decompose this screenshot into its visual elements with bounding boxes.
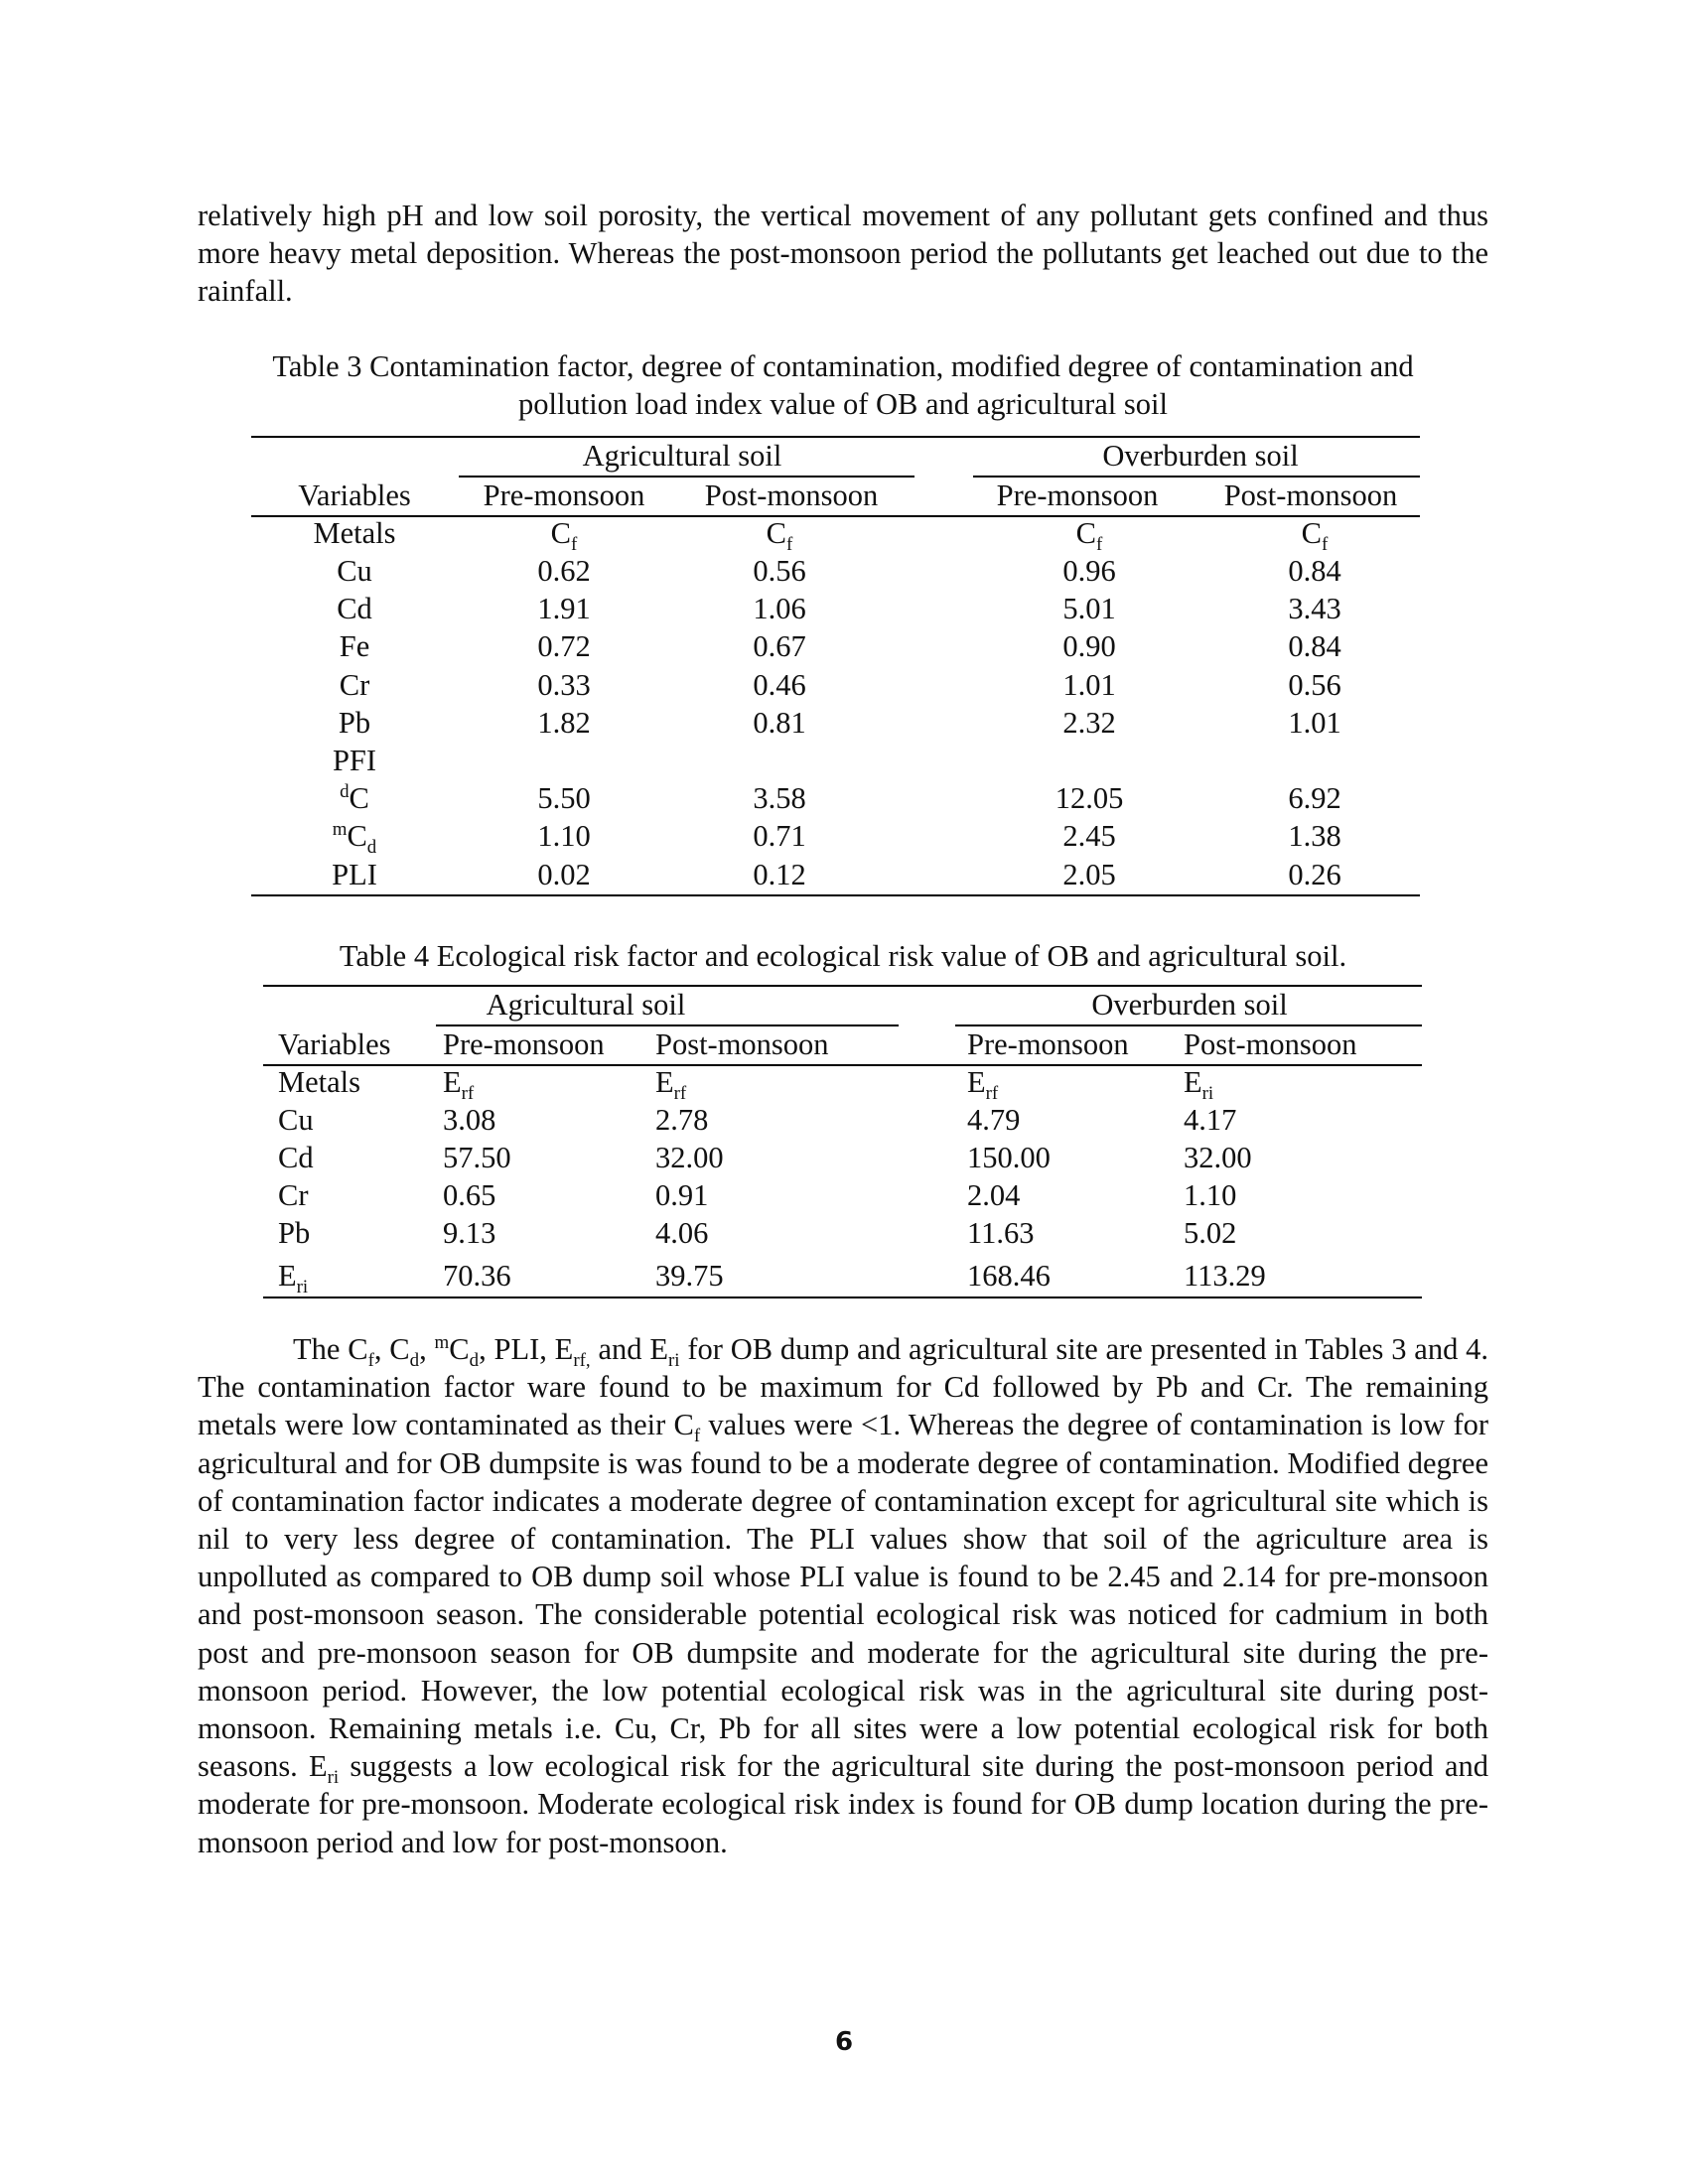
cell-value: 39.75	[655, 1259, 724, 1293]
cell-value: 2.78	[655, 1103, 709, 1137]
cell-value: 168.46	[967, 1259, 1051, 1293]
cell-value: 2.32	[1062, 706, 1116, 740]
table-3-cf-header: $C_f$	[550, 516, 578, 556]
cell-value: 1.91	[537, 592, 591, 625]
cell-value: 32.00	[1184, 1141, 1252, 1174]
cell-value: 1.82	[537, 706, 591, 740]
cell-value: 4.17	[1184, 1103, 1237, 1137]
cell-value: 1.10	[537, 819, 591, 853]
table-3-caption-line2: pollution load index value of OB and agricultural soil	[518, 387, 1168, 421]
table-3-caption-line1: Table 3 Contamination factor, degree of contamination, modified degree of contamination and	[272, 349, 1414, 383]
cell-value: 1.10	[1184, 1178, 1237, 1212]
row-label: Cd	[278, 1141, 314, 1174]
cell-value: 0.02	[537, 858, 591, 891]
row-label: Cr	[278, 1178, 309, 1212]
cell-value: 70.36	[443, 1259, 511, 1293]
cell-value: 0.62	[537, 554, 591, 588]
table-4-ob-post-header: Post-monsoon	[1184, 1027, 1357, 1061]
cell-value: 113.29	[1184, 1259, 1266, 1293]
table-4-header-rule	[263, 1064, 1422, 1066]
row-label: Cr	[339, 668, 370, 702]
table-3-header-rule	[251, 515, 1420, 517]
cell-value: 0.56	[1288, 668, 1341, 702]
row-label: PLI	[332, 858, 377, 891]
cell-value: 5.02	[1184, 1216, 1237, 1250]
cell-value: 4.06	[655, 1216, 709, 1250]
table-4-variables-header: Variables	[278, 1027, 391, 1061]
table-4-erf-header: $E_{rf}$	[443, 1065, 475, 1105]
cell-value: 5.01	[1062, 592, 1116, 625]
cell-value: 0.26	[1288, 858, 1341, 891]
cell-value: 57.50	[443, 1141, 511, 1174]
table-4-ob-pre-header: Pre-monsoon	[967, 1027, 1129, 1061]
table-3-cf-header: $C_f$	[1075, 516, 1103, 556]
cell-value: 0.84	[1288, 629, 1341, 663]
table-3-cf-header: $C_f$	[766, 516, 793, 556]
cell-value: 1.06	[753, 592, 806, 625]
cell-value: 0.81	[753, 706, 806, 740]
cell-value: 0.33	[537, 668, 591, 702]
cell-value: 0.90	[1062, 629, 1116, 663]
cell-value: 4.79	[967, 1103, 1021, 1137]
row-label: $^d$C	[340, 780, 369, 815]
table-4-group-overburden: Overburden soil	[1091, 988, 1288, 1022]
cell-value: 0.71	[753, 819, 806, 853]
cell-value: 11.63	[967, 1216, 1035, 1250]
table-4-eri-header: $E_{ri}$	[1184, 1065, 1214, 1105]
cell-value: 3.08	[443, 1103, 496, 1137]
cell-value: 0.46	[753, 668, 806, 702]
cell-value: 5.50	[537, 781, 591, 815]
table-3-caption	[198, 347, 1488, 423]
intro-paragraph: relatively high pH and low soil porosity, the vertical movement of any pollutant gets confined and thus more heavy metal deposition. Whereas the post-monsoon period the pollutants get leached out due to the rainfall.	[198, 199, 1488, 309]
table-4-bottom-rule	[263, 1297, 1422, 1298]
cell-value: 0.12	[753, 858, 806, 891]
row-label: $E_{ri}$	[278, 1259, 309, 1298]
table-3-bottom-rule	[251, 894, 1420, 896]
table-4-group-agricultural: Agricultural soil	[486, 988, 686, 1022]
cell-value: 9.13	[443, 1216, 496, 1250]
table-4-agri-pre-header: Pre-monsoon	[443, 1027, 605, 1061]
row-label: Cu	[337, 554, 372, 588]
body-paragraph: The $C_f$, $C_d$, $^mC_d$, PLI, $E_{rf,}$ and $E_{ri}$ for OB dump and agricultural site are presented in Tables 3 and 4. The contamination factor ware found to be maximum for Cd followed by Pb and Cr. The remaining metals were low contaminated as their $C_f$ values were <1. Whereas the degree of contamination is low for agricultural and for OB dumpsite is was found to be a moderate degree of contamination. Modified degree of contamination factor indicates a moderate degree of contamination except for agricultural site which is nil to very less degree of contamination. The PLI values show that soil of the agriculture area is unpolluted as compared to OB dump soil whose PLI value is found to be 2.45 and 2.14 for pre-monsoon and post-monsoon season. The considerable potential ecological risk was noticed for cadmium in both post and pre-monsoon season for OB dumpsite and moderate for the agricultural site during the pre-monsoon period. However, the low potential ecological risk was in the agricultural site during post-monsoon. Remaining metals i.e. Cu, Cr, Pb for all sites were a low potential ecological risk for both seasons. $E_{ri}$ suggests a low ecological risk for the agricultural site during the post-monsoon period and moderate for pre-monsoon. Moderate ecological risk index is found for OB dump location during the pre-monsoon period and low for post-monsoon.	[198, 1331, 1489, 1859]
cell-value: 6.92	[1288, 781, 1341, 815]
table-3-ob-post-header: Post-monsoon	[1223, 478, 1398, 512]
row-label: Cd	[337, 592, 372, 625]
table-3-group-overburden: Overburden soil	[1102, 439, 1299, 473]
cell-value: 12.05	[1055, 781, 1124, 815]
cell-value: 0.91	[655, 1178, 709, 1212]
table-3-variables-header: Variables	[298, 478, 411, 512]
row-label: PFI	[332, 744, 377, 777]
row-label: $^mC_d$	[332, 818, 377, 859]
table-4-metals-label: Metals	[278, 1065, 361, 1099]
table-3-ob-pre-header: Pre-monsoon	[996, 478, 1159, 512]
cell-value: 0.84	[1288, 554, 1341, 588]
cell-value: 0.72	[537, 629, 591, 663]
cell-value: 0.56	[753, 554, 806, 588]
table-4-caption: Table 4 Ecological risk factor and ecological risk value of OB and agricultural soil.	[339, 939, 1347, 973]
table-4-erf-header: $E_{rf}$	[655, 1065, 687, 1105]
row-label: Fe	[339, 629, 370, 663]
cell-value: 1.38	[1288, 819, 1341, 853]
cell-value: 1.01	[1288, 706, 1341, 740]
cell-value: 2.04	[967, 1178, 1021, 1212]
table-4-agri-post-header: Post-monsoon	[655, 1027, 829, 1061]
table-4-erf-header: $E_{rf}$	[967, 1065, 999, 1105]
cell-value: 2.45	[1062, 819, 1116, 853]
table-3-cf-header: $C_f$	[1301, 516, 1329, 556]
cell-value: 0.96	[1062, 554, 1116, 588]
row-label: Pb	[338, 706, 371, 740]
table-3-agri-post-header: Post-monsoon	[704, 478, 879, 512]
cell-value: 3.43	[1288, 592, 1341, 625]
cell-value: 2.05	[1062, 858, 1116, 891]
page-number: 6	[834, 2027, 854, 2057]
cell-value: 3.58	[753, 781, 806, 815]
cell-value: 1.01	[1062, 668, 1116, 702]
cell-value: 0.67	[753, 629, 806, 663]
cell-value: 32.00	[655, 1141, 724, 1174]
table-3-group-agricultural: Agricultural soil	[582, 439, 782, 473]
cell-value: 150.00	[967, 1141, 1051, 1174]
cell-value: 0.65	[443, 1178, 496, 1212]
table-3-agri-pre-header: Pre-monsoon	[483, 478, 645, 512]
row-label: Cu	[278, 1103, 314, 1137]
table-3-metals-label: Metals	[313, 516, 396, 550]
row-label: Pb	[278, 1216, 311, 1250]
